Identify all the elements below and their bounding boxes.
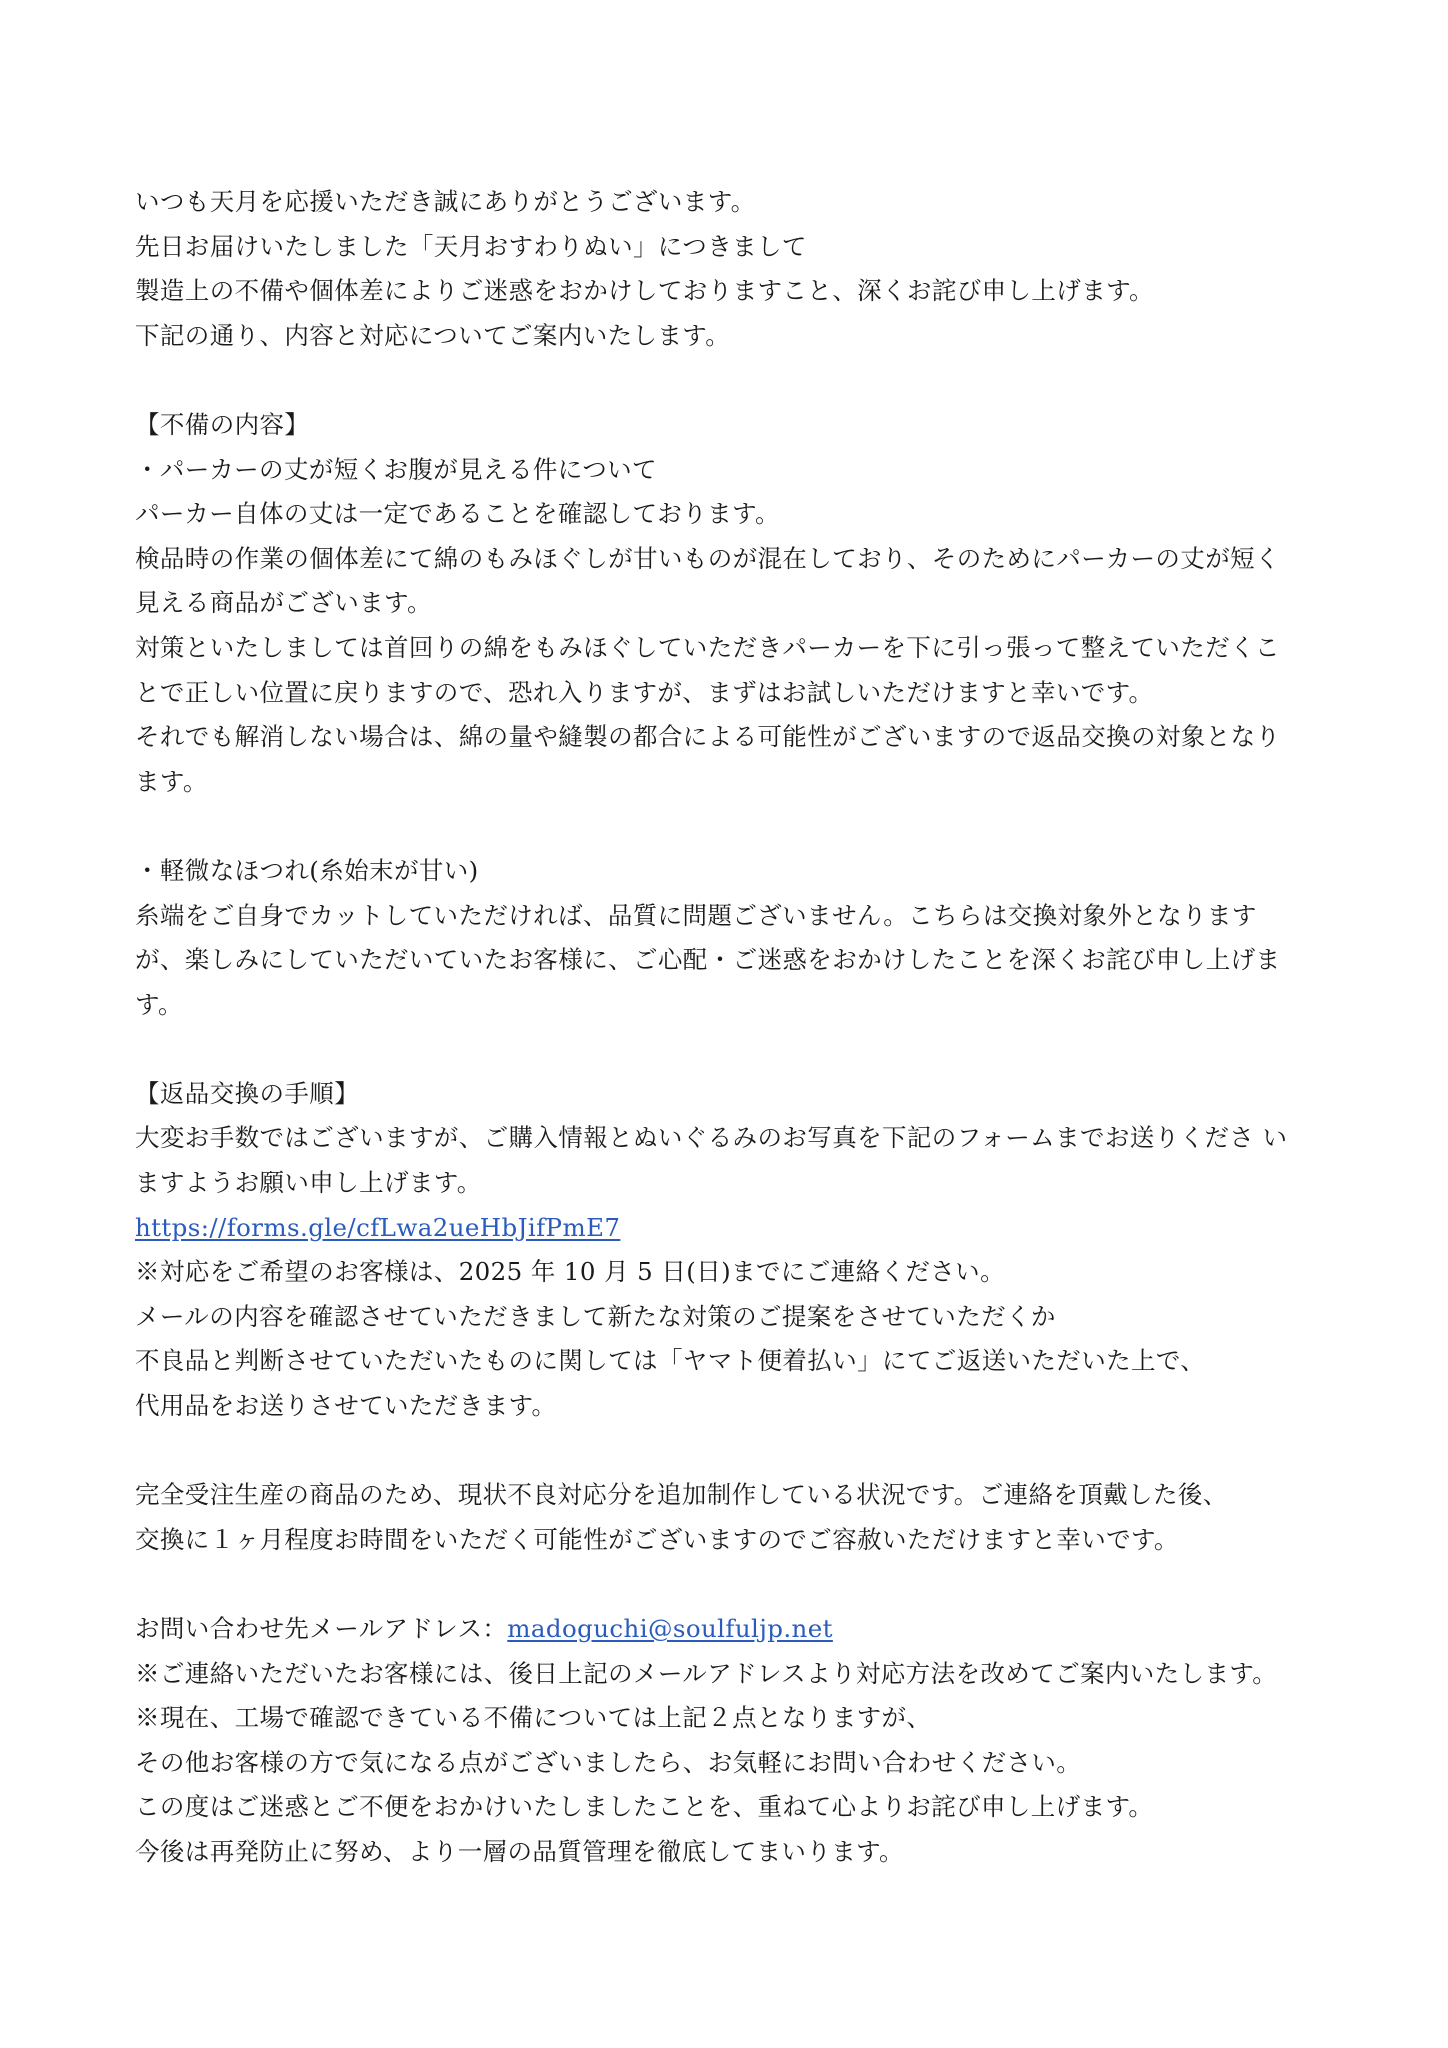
spacer	[135, 358, 1325, 403]
form-link-line	[135, 1206, 1325, 1251]
contact-line	[135, 1607, 1325, 1652]
defect-item-text: とで正しい位置に戻りますので、恐れ入りますが、まずはお試しいただけますと幸いです。	[135, 677, 1154, 707]
defect-item-text: 対策といたしましては首回りの綿をもみほぐしていただきパーカーを下に引っ張って整えていただくこ	[135, 632, 1280, 662]
defect-item-text: 糸端をご自身でカットしていただければ、品質に問題ございません。こちらは交換対象外となります	[135, 900, 1257, 930]
defect-item-text: パーカー自体の丈は一定であることを確認しております。	[135, 499, 780, 529]
exchange-text: ※対応をご希望のお客様は、2025 年 10 月 5 日(日)までにご連絡ください。	[135, 1257, 1005, 1287]
defect-item-title: ・パーカーの丈が短くお腹が見える件について	[135, 454, 657, 484]
exchange-heading: 【返品交換の手順】	[135, 1078, 360, 1108]
spacer	[135, 1027, 1325, 1072]
defect-item-text: 検品時の作業の個体差にて綿のもみほぐしが甘いものが混在しており、そのためにパーカーの丈が短く	[135, 543, 1280, 573]
contact-text: その他お客様の方で気になる点がございましたら、お気軽にお問い合わせください。	[135, 1747, 1082, 1777]
defect-item-text: 見える商品がございます。	[135, 588, 432, 618]
defects-heading: 【不備の内容】	[135, 409, 310, 439]
spacer	[135, 804, 1325, 849]
defect-item-title: ・軽微なほつれ(糸始末が甘い)	[135, 855, 479, 885]
contact-text: 今後は再発防止に努め、より一層の品質管理を徹底してまいります。	[135, 1836, 904, 1866]
form-link[interactable]: https://forms.gle/cfLwa2ueHbJifPmE7	[135, 1212, 621, 1242]
production-note-line: 完全受注生産の商品のため、現状不良対応分を追加制作している状況です。ご連絡を頂戴した後、	[135, 1480, 1228, 1510]
exchange-text: 代用品をお送りさせていただきます。	[135, 1391, 557, 1421]
production-note-line: 交換に１ヶ月程度お時間をいただく可能性がございますのでご容赦いただけますと幸いです。	[135, 1524, 1179, 1554]
defect-item-text: それでも解消しない場合は、綿の量や縫製の都合による可能性がございますので返品交換の対象となり	[135, 722, 1281, 752]
intro-line: 下記の通り、内容と対応についてご案内いたします。	[135, 320, 731, 350]
intro-line: 製造上の不備や個体差によりご迷惑をおかけしておりますこと、深くお詫び申し上げます。	[135, 276, 1154, 306]
defect-item-text: ます。	[135, 766, 208, 796]
intro-line: いつも天月を応援いただき誠にありがとうございます。	[135, 187, 756, 216]
exchange-text: 大変お手数ではございますが、ご購入情報とぬいぐるみのお写真を下記のフォームまでお送りくださ い	[135, 1123, 1288, 1153]
contact-text: ※ご連絡いただいたお客様には、後日上記のメールアドレスより対応方法を改めてご案内いたします。	[135, 1658, 1278, 1688]
contact-text: ※現在、工場で確認できている不備については上記２点となりますが、	[135, 1703, 932, 1733]
contact-label: お問い合わせ先メールアドレス：	[135, 1614, 508, 1643]
exchange-text: メールの内容を確認させていただきまして新たな対策のご提案をさせていただくか	[135, 1301, 1056, 1331]
notice-body	[135, 180, 1325, 1875]
defect-item-text: す。	[135, 989, 183, 1019]
spacer	[135, 1562, 1325, 1607]
intro-line: 先日お届けいたしました「天月おすわりぬい」につきまして	[135, 231, 807, 261]
defect-item-text: が、楽しみにしていただいていたお客様に、ご心配・ご迷惑をおかけしたことを深くお詫び申し上げま	[135, 945, 1281, 975]
contact-email-link[interactable]: madoguchi@soulfuljp.net	[507, 1614, 833, 1643]
spacer	[135, 1429, 1325, 1474]
contact-text: この度はご迷惑とご不便をおかけいたしましたことを、重ねて心よりお詫び申し上げます。	[135, 1792, 1154, 1822]
exchange-text: 不良品と判断させていただいたものに関しては「ヤマト便着払い」にてご返送いただいた上で、	[135, 1346, 1206, 1376]
exchange-text: ますようお願い申し上げます。	[135, 1168, 482, 1198]
